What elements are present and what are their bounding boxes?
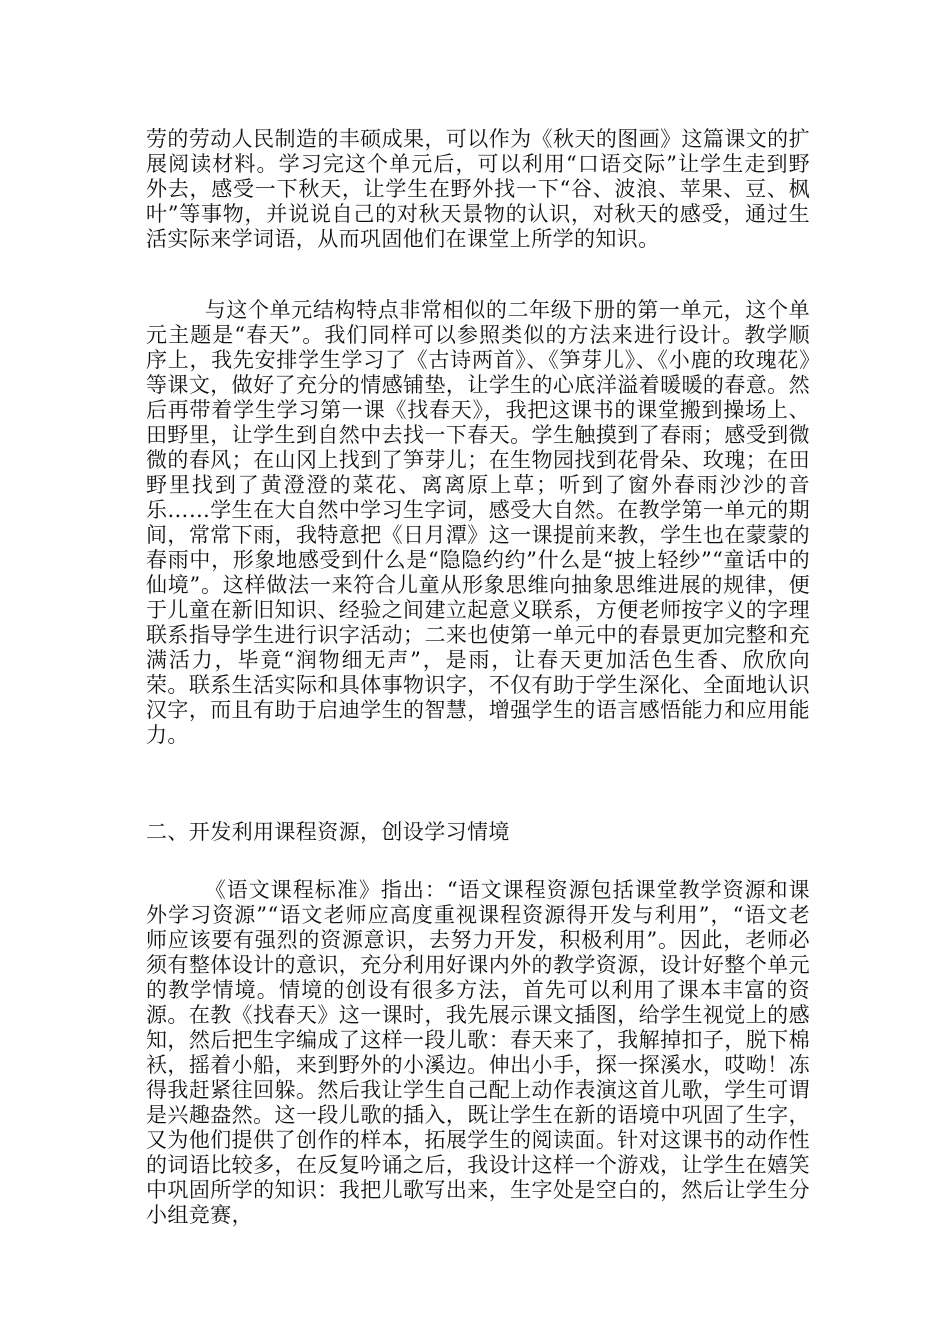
paragraph-spring-unit: 与这个单元结构特点非常相似的二年级下册的第一单元，这个单元主题是“春天”。我们同样可以参照类似的方法来进行设计。教学顺序上，我先安排学生学习了《古诗两首》、《笋芽儿》、《小鹿的玫瑰花》等课文，做好了充分的情感铺垫，让学生的心底洋溢着暖暖的春意。然后再带着学生学习第一课《找春天》，我把这课书的课堂搬到操场上、田野里，让学生到自然中去找一下春天。学生触摸到了春雨；感受到微微的春风；在山冈上找到了笋芽儿；在生物园找到花骨朵、玫瑰；在田野里找到了黄澄澄的菜花、离离原上草；听到了窗外春雨沙沙的音乐……学生在大自然中学习生字词，感受大自然。在教学第一单元的期间，常常下雨，我特意把《日月潭》这一课提前来教，学生也在蒙蒙的春雨中，形象地感受到什么是“隐隐约约”什么是“披上轻纱”“童话中的仙境”。这样做法一来符合儿童从形象思维向抽象思维进展的规律，便于儿童在新旧知识、经验之间建立起意义联系，方便老师按字义的字理联系指导学生进行识字活动；二来也使第一单元中的春景更加完整和充满活力，毕竟“润物细无声”，是雨，让春天更加活色生香、欣欣向荣。联系生活实际和具体事物识字，不仅有助于学生深化、全面地认识汉字，而且有助于启迪学生的智慧，增强学生的语言感悟能力和应用能力。 [146,298,810,747]
paragraph-curriculum-resources: 《语文课程标准》指出：“语文课程资源包括课堂教学资源和课外学习资源”“语文老师应高度重视课程资源得开发与利用”，“语文老师应该要有强烈的资源意识，去努力开发，积极利用”。因此，老师必须有整体设计的意识，充分利用好课内外的教学资源，设计好整个单元的教学情境。情境的创设有很多方法，首先可以利用了课本丰富的资源。在教《找春天》这一课时，我先展示课文插图，给学生视觉上的感知，然后把生字编成了这样一段儿歌：春天来了，我解掉扣子，脱下棉袄，摇着小船，来到野外的小溪边。伸出小手，探一探溪水，哎呦！冻得我赶紧往回躲。然后我让学生自己配上动作表演这首儿歌，学生可谓是兴趣盎然。这一段儿歌的插入，既让学生在新的语境中巩固了生字，又为他们提供了创作的样本，拓展学生的阅读面。针对这课书的动作性的词语比较多，在反复吟诵之后，我设计这样一个游戏，让学生在嬉笑中巩固所学的知识：我把儿歌写出来，生字处是空白的，然后让学生分小组竞赛， [146,878,810,1227]
paragraph-autumn-extension: 劳的劳动人民制造的丰硕成果，可以作为《秋天的图画》这篇课文的扩展阅读材料。学习完这个单元后，可以利用“口语交际”让学生走到野外去，感受一下秋天，让学生在野外找一下“谷、波浪、苹果、豆、枫叶”等事物，并说说自己的对秋天景物的认识，对秋天的感受，通过生活实际来学词语，从而巩固他们在课堂上所学的知识。 [146,127,810,251]
section-heading: 二、开发利用课程资源，创设学习情境 [146,820,510,844]
